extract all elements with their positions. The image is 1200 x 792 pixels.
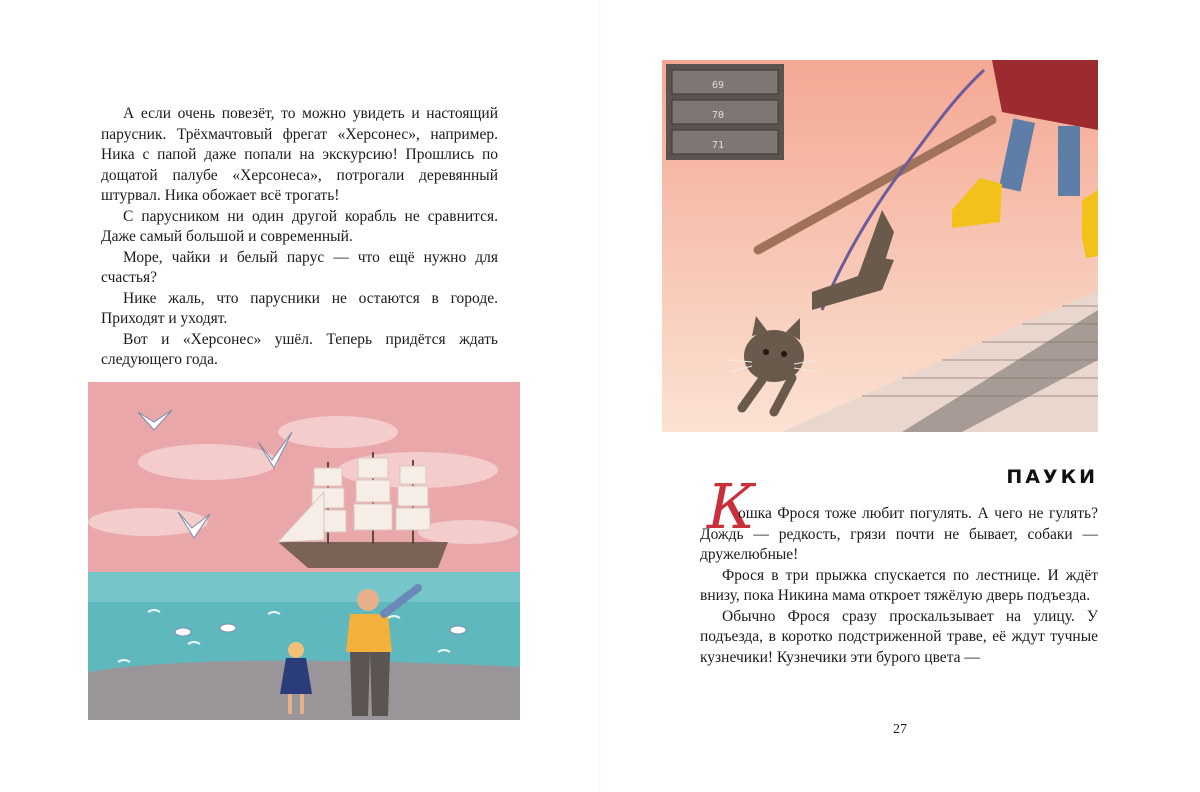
- mailbox-number: 70: [712, 110, 725, 121]
- cat-on-stairs-illustration: [662, 60, 1098, 432]
- paragraph: А если очень повезёт, то можно увидеть и настоящий парусник. Трёхмачтовый фрегат «Херсонес», например. Ника с папой даже попали на экскурсию! Прошлись по дощатой палубе «Херсонеса», потрогали деревянный штурвал. Ника обожает всё трогать!: [101, 105, 498, 204]
- paragraph: С парусником ни один другой корабль не сравнится. Даже самый большой и современный.: [101, 207, 498, 245]
- page-number: 27: [893, 722, 907, 737]
- mailbox-number: 71: [712, 140, 725, 151]
- paragraph-text: ошка Фрося тоже любит погулять. А чего не гулять? Дождь — редкость, грязи почти не бывает, собаки — дружелюбные!: [700, 505, 1098, 563]
- left-page-text: [101, 104, 498, 371]
- paragraph: Вот и «Херсонес» ушёл. Теперь придётся ждать следующего года.: [101, 330, 498, 368]
- paragraph: Нике жаль, что парусники не остаются в городе. Приходят и уходят.: [101, 289, 498, 327]
- yellow-boot: [1082, 190, 1098, 258]
- mailbox-number: 69: [712, 80, 725, 91]
- right-page-text: [700, 504, 1098, 668]
- chapter-title: ПАУКИ: [1006, 466, 1098, 488]
- paragraph: Море, чайки и белый парус — что ещё нужно для счастья?: [101, 248, 498, 286]
- paragraph: Фрося в три прыжка спускается по лестнице. И ждёт внизу, пока Никина мама откроет тяжёлую дверь подъезда.: [700, 566, 1098, 604]
- paragraph: Обычно Фрося сразу проскальзывает на улицу. У подъезда, в коротко подстриженной траве, её ждут тучные кузнечики! Кузнечики эти бурого цвета —: [700, 607, 1098, 666]
- book-spine-shadow: [599, 0, 601, 792]
- cat-head: [744, 330, 804, 382]
- dropcap-text: К: [707, 474, 755, 536]
- sailing-ship-illustration: [88, 382, 520, 720]
- mailboxes: [666, 64, 784, 160]
- paragraph: [700, 504, 1098, 566]
